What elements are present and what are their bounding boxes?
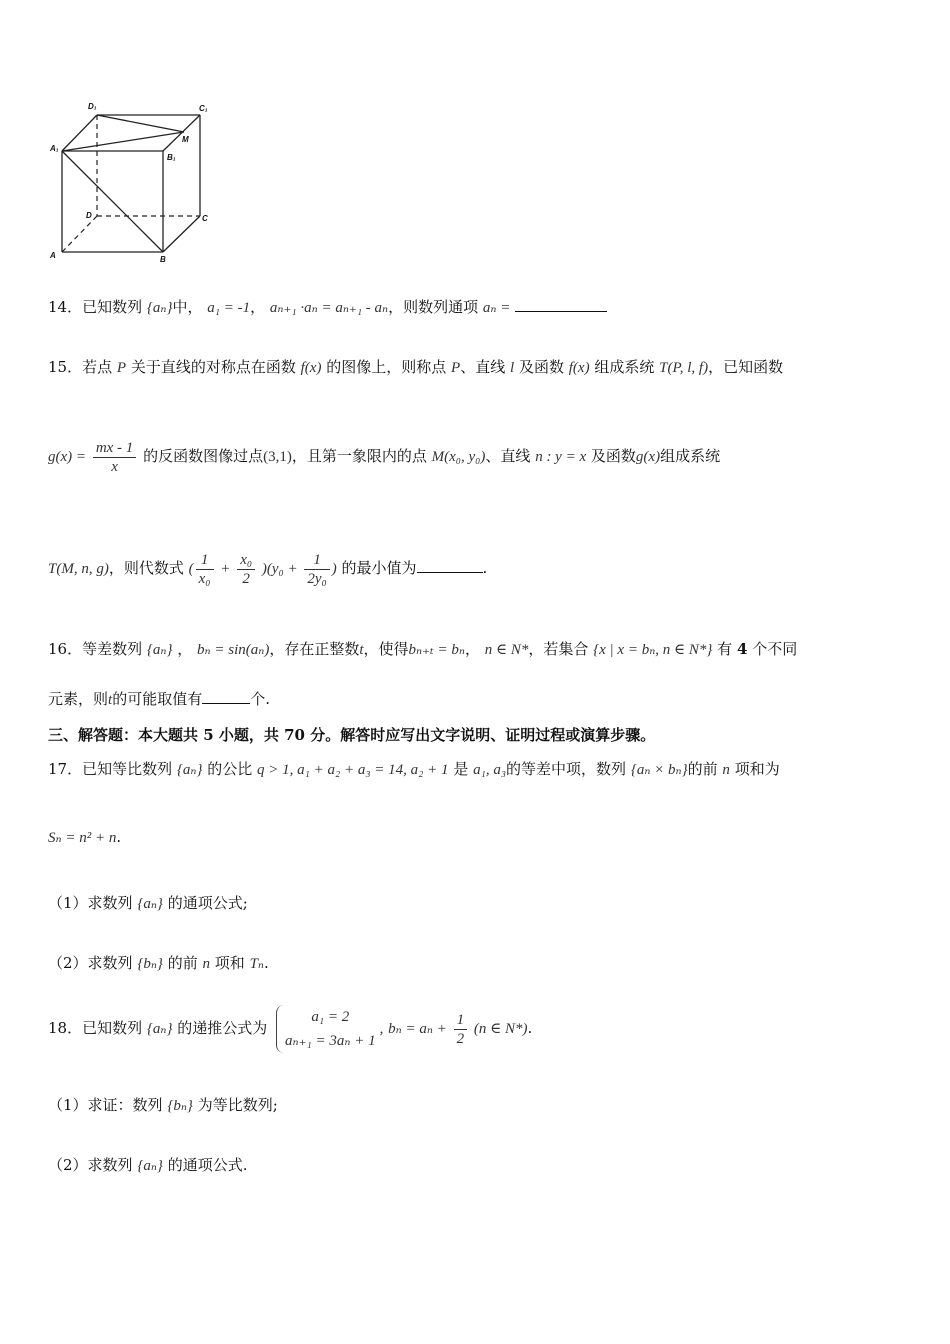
q15-fraction-2-den: 2 [242,570,250,587]
q18-initial: a₁ = 2 [311,1009,350,1025]
q18-comma: , [379,1021,384,1037]
q16-text: ，若集合 [528,640,589,658]
q18-text: 已知数列 [82,1019,143,1037]
q15-fraction-2-num: x₀ [237,551,255,570]
hidden-edge-a-d [62,216,97,252]
section-3-heading: 三、解答题：本大题共 5 小题，共 70 分。解答时应写出文字说明、证明过程或演算步骤。 [48,726,656,744]
q16-text: 有 [717,640,733,658]
q15-point-p: P [116,360,127,376]
label-c: C [202,214,208,223]
question-15-line-2 [48,436,720,477]
q15-text: 组成系统 [660,447,721,465]
q18-half [454,1011,468,1048]
q16-text: ， [177,640,193,658]
q14-sep: ， [250,298,266,316]
q18-part1-text: （1）求证：数列 [48,1096,163,1114]
question-18-part-1 [48,1094,278,1117]
label-a1: A₁ [50,144,59,153]
q17-text: 是 [453,760,469,778]
q15-text: 、直线 [485,447,531,465]
q15-point-m: M(x₀, y₀) [431,449,486,465]
q17-text: 已知等比数列 [82,760,173,778]
q16-text: ，使得 [363,640,409,658]
q17-product-sequence: {aₙ × bₙ} [630,762,688,778]
question-16-line-1 [48,638,797,661]
q16-text: 等差数列 [82,640,143,658]
q14-answer-blank[interactable] [515,297,607,312]
q15-text: 关于直线的对称点在函数 [130,358,296,376]
q14-target: aₙ = [482,300,511,316]
q17-part1-text: （1）求数列 [48,894,133,912]
q15-end: . [482,559,488,577]
q17-part2-end: . [263,954,269,972]
q15-line-l: l [510,360,515,376]
q14-condition-1: a₁ = -1 [207,300,251,316]
question-17-line-2 [48,826,121,849]
q15-expr-close: ) [331,561,337,577]
q14-text: 已知数列 [82,298,143,316]
q18-part1-text: 为等比数列; [197,1096,278,1114]
q18-number: 18． [48,1019,83,1037]
q15-point: (3,1) [263,449,292,465]
question-15-line-1 [48,356,783,379]
q17-part1-text: 的通项公式; [167,894,248,912]
q15-expr-mid: )(y₀ + [261,561,298,577]
q15-fraction-1-num: 1 [196,551,214,570]
q15-text: 的图像上，则称点 [326,358,447,376]
q17-part2-text: 的前 [167,954,198,972]
q18-part2-text: 的通项公式. [167,1156,248,1174]
cube-figure [44,96,224,266]
q15-text: 若点 [82,358,113,376]
q16-text: ，存在正整数 [269,640,360,658]
q18-recurrence: aₙ₊₁ = 3aₙ + 1 [285,1033,376,1049]
q15-fraction-1-den: x₀ [198,570,211,587]
label-m: M [182,135,189,144]
q14-condition-2: aₙ₊₁ ·aₙ = aₙ₊₁ - aₙ [269,300,389,316]
q17-part2-text: 项和 [214,954,245,972]
q17-text: 的前 [687,760,718,778]
q16-t: t [108,692,113,708]
question-17-line-1 [48,758,780,781]
label-b1: B₁ [167,153,176,162]
q17-n: n [202,956,210,972]
q15-g-numerator: mx - 1 [93,439,137,458]
q17-sequence: {aₙ} [137,896,163,912]
q16-number: 16． [48,640,83,658]
q18-sequence: {aₙ} [137,1158,163,1174]
q17-condition: q > 1, a₁ + a₂ + a₃ = 14, a₂ + 1 [257,762,449,778]
q18-half-den: 2 [456,1030,465,1047]
q15-point-p: P [451,360,461,376]
q15-text: 的最小值为 [341,559,417,577]
q18-half-num: 1 [454,1011,468,1030]
q16-text: ， [464,640,480,658]
q15-fraction-3 [304,551,329,588]
question-15-line-3 [48,546,487,591]
q16-period-eq: bₙ₊ₜ = bₙ [408,642,465,658]
q17-text: 的公比 [207,760,253,778]
q15-text: 及函数 [518,358,564,376]
q17-sn: Sₙ = n² + n [48,830,117,846]
q17-text: 项和为 [734,760,780,778]
question-18-line-1 [48,1002,532,1055]
q15-text: 及函数 [590,447,636,465]
q18-end: . [527,1019,533,1037]
label-d: D [86,211,92,220]
q16-text: 元素，则 [48,690,109,708]
q17-part2-text: （2）求数列 [48,954,133,972]
q15-g-denominator: x [111,458,118,475]
q16-domain: n ∈ N* [484,642,529,658]
q15-text: 组成系统 [594,358,655,376]
label-d1: D₁ [88,102,97,111]
question-17-part-1 [48,892,248,915]
q15-text: 、直线 [460,358,506,376]
q15-fraction-3-num: 1 [304,551,329,570]
q16-count: 4 [736,640,748,658]
q17-b-sequence: {bₙ} [137,956,163,972]
label-a: A [50,251,56,260]
q15-text: ，已知函数 [708,358,784,376]
q16-answer-blank[interactable] [202,689,250,704]
q15-line-n: n : y = x [535,449,587,465]
q18-sequence: {aₙ} [146,1021,173,1037]
q16-bn-def: bₙ = sin(aₙ) [197,642,270,658]
question-16-line-2 [48,688,270,711]
q15-g-lhs: g(x) = [48,449,87,465]
q15-expr-plus: + [220,561,231,577]
q17-number: 17． [48,760,83,778]
q14-text: ，则数列通项 [388,298,479,316]
q17-text: 的等差中项，数列 [506,760,627,778]
q15-function-g: g(x) [635,449,661,465]
q17-end: . [116,828,122,846]
q15-fraction-2 [237,551,255,588]
question-14 [48,296,607,319]
q14-sequence: {aₙ} [146,300,173,316]
label-c1: C₁ [199,104,208,113]
q15-fraction-3-den: 2y₀ [307,570,327,587]
q15-number: 15． [48,358,83,376]
q18-text: 的递推公式为 [177,1019,268,1037]
q16-set: {x | x = bₙ, n ∈ N*} [593,642,713,658]
q15-expr-open: ( [188,561,194,577]
q16-text: 个. [250,690,270,708]
q18-bn-def: bₙ = aₙ + [388,1021,447,1037]
q15-function-f: f(x) [568,360,590,376]
q18-part2-text: （2）求数列 [48,1156,133,1174]
q15-text: ，则代数式 [108,559,184,577]
q18-recurrence-system [276,1005,376,1053]
q15-system-tm: T(M, n, g) [48,561,109,577]
q15-g-fraction [93,439,137,476]
q14-text: 中， [172,298,203,316]
q18-domain: (n ∈ N*) [473,1021,528,1037]
q15-text: 的反函数图像过点 [143,447,264,465]
edge-b-c [163,216,200,252]
label-b: B [160,255,166,264]
question-17-part-2 [48,952,269,975]
q16-text: 的可能取值有 [112,690,203,708]
q17-n: n [722,762,730,778]
question-18-part-2 [48,1154,247,1177]
q15-function-f: f(x) [300,360,322,376]
edge-a1-d1 [62,115,97,151]
q16-sequence: {aₙ} [146,642,173,658]
q15-fraction-1 [196,551,214,588]
q17-tn: Tₙ [249,956,264,972]
q17-sequence: {aₙ} [176,762,203,778]
q15-answer-blank[interactable] [417,558,483,573]
q14-number: 14． [48,298,83,316]
q15-text: ，且第一象限内的点 [291,447,427,465]
q16-text: 个不同 [752,640,798,658]
q18-b-sequence: {bₙ} [167,1098,193,1114]
q16-t: t [359,642,364,658]
q15-system-t: T(P, l, f) [659,360,709,376]
segment-d1-m [97,115,184,132]
q17-terms: a₁, a₃ [473,762,507,778]
